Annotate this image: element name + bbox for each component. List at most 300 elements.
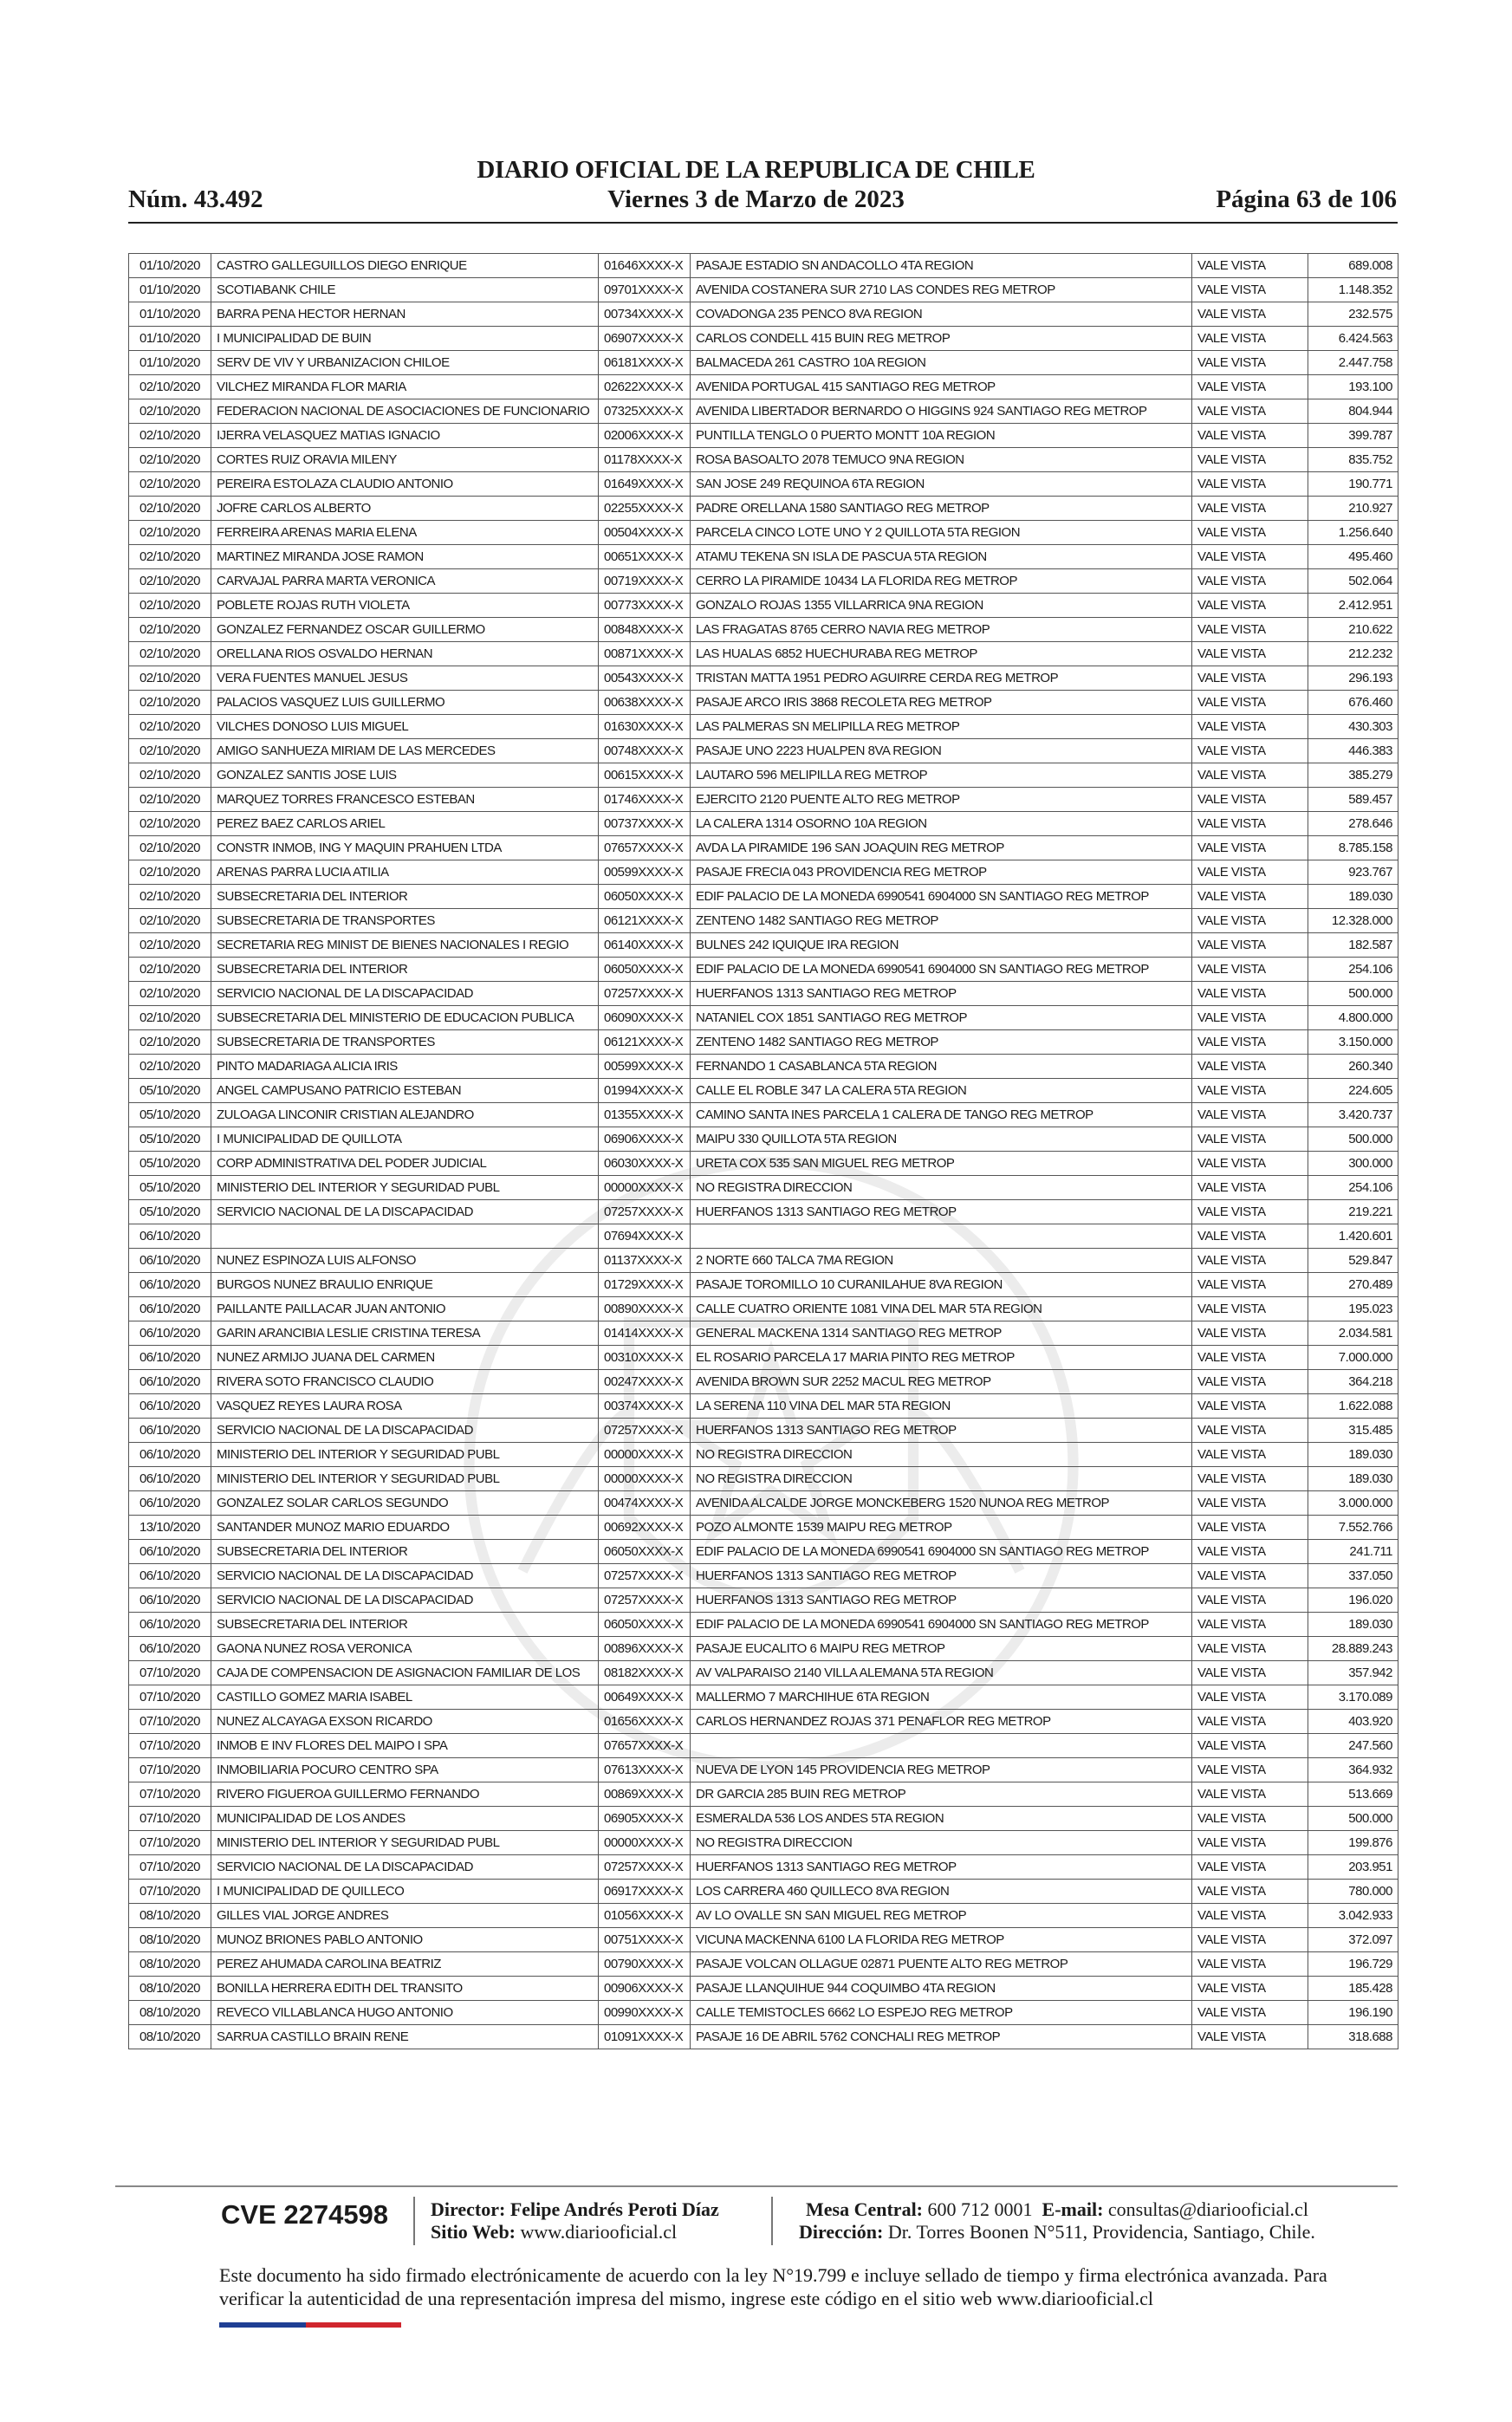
name-cell: BARRA PENA HECTOR HERNAN	[211, 302, 599, 327]
date-cell: 02/10/2020	[129, 1006, 211, 1030]
address-cell: ZENTENO 1482 SANTIAGO REG METROP	[691, 909, 1192, 933]
date-cell: 02/10/2020	[129, 618, 211, 642]
amount-cell: 210.927	[1308, 497, 1398, 521]
address-cell: EDIF PALACIO DE LA MONEDA 6990541 6904000 SN SANTIAGO REG METROP	[691, 1613, 1192, 1637]
rut-cell: 02255XXXX-X	[599, 497, 691, 521]
date-cell: 06/10/2020	[129, 1321, 211, 1346]
date-cell: 06/10/2020	[129, 1540, 211, 1564]
payment-type-cell: VALE VISTA	[1192, 497, 1308, 521]
rut-cell: 00374XXXX-X	[599, 1394, 691, 1419]
table-row	[129, 1540, 1398, 1564]
address-cell: AV LO OVALLE SN SAN MIGUEL REG METROP	[691, 1904, 1192, 1928]
name-cell: SECRETARIA REG MINIST DE BIENES NACIONALES I REGIO	[211, 933, 599, 958]
payment-type-cell: VALE VISTA	[1192, 1370, 1308, 1394]
rut-cell: 00890XXXX-X	[599, 1297, 691, 1321]
address-cell: CALLE EL ROBLE 347 LA CALERA 5TA REGION	[691, 1079, 1192, 1103]
payment-type-cell: VALE VISTA	[1192, 1006, 1308, 1030]
address-line	[799, 2221, 1315, 2243]
amount-cell: 199.876	[1308, 1831, 1398, 1855]
name-cell: VILCHEZ MIRANDA FLOR MARIA	[211, 375, 599, 399]
name-cell: SERVICIO NACIONAL DE LA DISCAPACIDAD	[211, 1588, 599, 1613]
rut-cell: 00638XXXX-X	[599, 691, 691, 715]
table-row	[129, 982, 1398, 1006]
date-cell: 06/10/2020	[129, 1613, 211, 1637]
date-cell: 01/10/2020	[129, 327, 211, 351]
payment-type-cell: VALE VISTA	[1192, 1637, 1308, 1661]
address-cell: LA SERENA 110 VINA DEL MAR 5TA REGION	[691, 1394, 1192, 1419]
rut-cell: 01091XXXX-X	[599, 2025, 691, 2049]
name-cell: MUNOZ BRIONES PABLO ANTONIO	[211, 1928, 599, 1952]
name-cell: ARENAS PARRA LUCIA ATILIA	[211, 860, 599, 885]
name-cell: I MUNICIPALIDAD DE QUILLECO	[211, 1880, 599, 1904]
amount-cell: 2.034.581	[1308, 1321, 1398, 1346]
date-cell: 01/10/2020	[129, 254, 211, 278]
amount-cell: 210.622	[1308, 618, 1398, 642]
amount-cell: 6.424.563	[1308, 327, 1398, 351]
name-cell: I MUNICIPALIDAD DE BUIN	[211, 327, 599, 351]
address-cell: HUERFANOS 1313 SANTIAGO REG METROP	[691, 1588, 1192, 1613]
table-row	[129, 1734, 1398, 1758]
amount-cell: 185.428	[1308, 1977, 1398, 2001]
payment-type-cell: VALE VISTA	[1192, 1055, 1308, 1079]
payment-type-cell: VALE VISTA	[1192, 1127, 1308, 1152]
rut-cell: 00871XXXX-X	[599, 642, 691, 666]
address-cell: TRISTAN MATTA 1951 PEDRO AGUIRRE CERDA REG METROP	[691, 666, 1192, 691]
date-cell: 02/10/2020	[129, 545, 211, 569]
name-cell: SUBSECRETARIA DE TRANSPORTES	[211, 1030, 599, 1055]
address-cell: COVADONGA 235 PENCO 8VA REGION	[691, 302, 1192, 327]
rut-cell: 01137XXXX-X	[599, 1249, 691, 1273]
address-cell: PASAJE VOLCAN OLLAGUE 02871 PUENTE ALTO REG METROP	[691, 1952, 1192, 1977]
name-cell: FEDERACION NACIONAL DE ASOCIACIONES DE FUNCIONARIO	[211, 399, 599, 424]
amount-cell: 195.023	[1308, 1297, 1398, 1321]
table-row	[129, 351, 1398, 375]
rut-cell: 00649XXXX-X	[599, 1685, 691, 1710]
table-row	[129, 1516, 1398, 1540]
amount-cell: 193.100	[1308, 375, 1398, 399]
amount-cell: 212.232	[1308, 642, 1398, 666]
address-cell: PASAJE LLANQUIHUE 944 COQUIMBO 4TA REGION	[691, 1977, 1192, 2001]
name-cell: GILLES VIAL JORGE ANDRES	[211, 1904, 599, 1928]
payment-type-cell: VALE VISTA	[1192, 2001, 1308, 2025]
name-cell: CORP ADMINISTRATIVA DEL PODER JUDICIAL	[211, 1152, 599, 1176]
payment-type-cell: VALE VISTA	[1192, 739, 1308, 763]
address-cell: LAS FRAGATAS 8765 CERRO NAVIA REG METROP	[691, 618, 1192, 642]
date-cell: 06/10/2020	[129, 1419, 211, 1443]
table-row	[129, 1782, 1398, 1807]
rut-cell: 06907XXXX-X	[599, 327, 691, 351]
amount-cell: 835.752	[1308, 448, 1398, 472]
payment-type-cell: VALE VISTA	[1192, 448, 1308, 472]
address-cell: EJERCITO 2120 PUENTE ALTO REG METROP	[691, 788, 1192, 812]
amount-cell: 513.669	[1308, 1782, 1398, 1807]
address-cell: NUEVA DE LYON 145 PROVIDENCIA REG METROP	[691, 1758, 1192, 1782]
table-row	[129, 1127, 1398, 1152]
amount-cell: 529.847	[1308, 1249, 1398, 1273]
amount-cell: 189.030	[1308, 1467, 1398, 1491]
rut-cell: 07257XXXX-X	[599, 982, 691, 1006]
date-cell: 05/10/2020	[129, 1079, 211, 1103]
name-cell: AMIGO SANHUEZA MIRIAM DE LAS MERCEDES	[211, 739, 599, 763]
amount-cell: 500.000	[1308, 1807, 1398, 1831]
name-cell: PEREZ AHUMADA CAROLINA BEATRIZ	[211, 1952, 599, 1977]
table-row	[129, 1055, 1398, 1079]
address-cell: MALLERMO 7 MARCHIHUE 6TA REGION	[691, 1685, 1192, 1710]
date-cell: 02/10/2020	[129, 836, 211, 860]
rut-cell: 06905XXXX-X	[599, 1807, 691, 1831]
address-cell: HUERFANOS 1313 SANTIAGO REG METROP	[691, 1419, 1192, 1443]
table-row	[129, 1224, 1398, 1249]
table-row	[129, 812, 1398, 836]
table-row	[129, 545, 1398, 569]
amount-cell: 241.711	[1308, 1540, 1398, 1564]
rut-cell: 00848XXXX-X	[599, 618, 691, 642]
table-row	[129, 1952, 1398, 1977]
payment-type-cell: VALE VISTA	[1192, 1516, 1308, 1540]
address-cell: PADRE ORELLANA 1580 SANTIAGO REG METROP	[691, 497, 1192, 521]
cve-code: CVE 2274598	[221, 2199, 389, 2230]
website-label: Sitio Web:	[431, 2221, 516, 2243]
address-cell: BALMACEDA 261 CASTRO 10A REGION	[691, 351, 1192, 375]
date-cell: 08/10/2020	[129, 2001, 211, 2025]
rut-cell: 00719XXXX-X	[599, 569, 691, 594]
rut-cell: 00896XXXX-X	[599, 1637, 691, 1661]
amount-cell: 399.787	[1308, 424, 1398, 448]
payment-type-cell: VALE VISTA	[1192, 933, 1308, 958]
table-row	[129, 424, 1398, 448]
address-cell: POZO ALMONTE 1539 MAIPU REG METROP	[691, 1516, 1192, 1540]
mesa-phone: 600 712 0001	[927, 2198, 1033, 2220]
payment-type-cell: VALE VISTA	[1192, 1564, 1308, 1588]
payment-type-cell: VALE VISTA	[1192, 642, 1308, 666]
date-cell: 07/10/2020	[129, 1661, 211, 1685]
amount-cell: 337.050	[1308, 1564, 1398, 1588]
table-row	[129, 1831, 1398, 1855]
rut-cell: 06050XXXX-X	[599, 885, 691, 909]
rut-cell: 07657XXXX-X	[599, 836, 691, 860]
address-cell	[691, 1224, 1192, 1249]
rut-cell: 08182XXXX-X	[599, 1661, 691, 1685]
date-cell: 02/10/2020	[129, 666, 211, 691]
date-cell: 06/10/2020	[129, 1394, 211, 1419]
date-cell: 07/10/2020	[129, 1831, 211, 1855]
table-row	[129, 1273, 1398, 1297]
date-cell: 01/10/2020	[129, 302, 211, 327]
address-cell: ZENTENO 1482 SANTIAGO REG METROP	[691, 1030, 1192, 1055]
amount-cell: 3.170.089	[1308, 1685, 1398, 1710]
address-cell: NATANIEL COX 1851 SANTIAGO REG METROP	[691, 1006, 1192, 1030]
date-cell: 02/10/2020	[129, 788, 211, 812]
name-cell: MARTINEZ MIRANDA JOSE RAMON	[211, 545, 599, 569]
date-cell: 08/10/2020	[129, 1952, 211, 1977]
rut-cell: 00615XXXX-X	[599, 763, 691, 788]
date-cell: 06/10/2020	[129, 1370, 211, 1394]
address-value: Dr. Torres Boonen N°511, Providencia, Santiago, Chile.	[887, 2221, 1315, 2243]
payment-type-cell: VALE VISTA	[1192, 1831, 1308, 1855]
payment-type-cell: VALE VISTA	[1192, 1588, 1308, 1613]
name-cell: MUNICIPALIDAD DE LOS ANDES	[211, 1807, 599, 1831]
table-row	[129, 1588, 1398, 1613]
address-cell: MAIPU 330 QUILLOTA 5TA REGION	[691, 1127, 1192, 1152]
date-cell: 07/10/2020	[129, 1758, 211, 1782]
date-cell: 06/10/2020	[129, 1249, 211, 1273]
payment-type-cell: VALE VISTA	[1192, 958, 1308, 982]
publication-title: DIARIO OFICIAL DE LA REPUBLICA DE CHILE	[477, 156, 1035, 184]
rut-cell: 01649XXXX-X	[599, 472, 691, 497]
name-cell: POBLETE ROJAS RUTH VIOLETA	[211, 594, 599, 618]
table-row	[129, 836, 1398, 860]
payment-type-cell: VALE VISTA	[1192, 691, 1308, 715]
name-cell: I MUNICIPALIDAD DE QUILLOTA	[211, 1127, 599, 1152]
address-cell: PASAJE EUCALITO 6 MAIPU REG METROP	[691, 1637, 1192, 1661]
website-link[interactable]: www.diariooficial.cl	[520, 2221, 678, 2243]
email-link[interactable]: consultas@diariooficial.cl	[1107, 2198, 1308, 2220]
payment-type-cell: VALE VISTA	[1192, 1734, 1308, 1758]
payment-type-cell: VALE VISTA	[1192, 1467, 1308, 1491]
rut-cell: 01646XXXX-X	[599, 254, 691, 278]
amount-cell: 923.767	[1308, 860, 1398, 885]
table-row	[129, 2001, 1398, 2025]
payment-type-cell: VALE VISTA	[1192, 375, 1308, 399]
date-cell: 13/10/2020	[129, 1516, 211, 1540]
date-cell: 02/10/2020	[129, 497, 211, 521]
table-row	[129, 1346, 1398, 1370]
rut-cell: 00474XXXX-X	[599, 1491, 691, 1516]
address-cell	[691, 1734, 1192, 1758]
amount-cell: 254.106	[1308, 1176, 1398, 1200]
rut-cell: 00599XXXX-X	[599, 1055, 691, 1079]
footer-separator	[771, 2197, 773, 2245]
date-cell: 07/10/2020	[129, 1710, 211, 1734]
table-row	[129, 472, 1398, 497]
table-row	[129, 715, 1398, 739]
amount-cell: 270.489	[1308, 1273, 1398, 1297]
amount-cell: 589.457	[1308, 788, 1398, 812]
table-row	[129, 375, 1398, 399]
address-cell: NO REGISTRA DIRECCION	[691, 1443, 1192, 1467]
address-cell: CARLOS CONDELL 415 BUIN REG METROP	[691, 327, 1192, 351]
table-row	[129, 1467, 1398, 1491]
address-cell: 2 NORTE 660 TALCA 7MA REGION	[691, 1249, 1192, 1273]
name-cell: SERVICIO NACIONAL DE LA DISCAPACIDAD	[211, 1855, 599, 1880]
amount-cell: 4.800.000	[1308, 1006, 1398, 1030]
name-cell: GARIN ARANCIBIA LESLIE CRISTINA TERESA	[211, 1321, 599, 1346]
rut-cell: 00734XXXX-X	[599, 302, 691, 327]
rut-cell: 01178XXXX-X	[599, 448, 691, 472]
payment-type-cell: VALE VISTA	[1192, 1176, 1308, 1200]
amount-cell: 1.148.352	[1308, 278, 1398, 302]
mesa-label: Mesa Central:	[806, 2198, 924, 2220]
address-cell: VICUNA MACKENNA 6100 LA FLORIDA REG METROP	[691, 1928, 1192, 1952]
date-cell: 02/10/2020	[129, 569, 211, 594]
address-cell: LAS HUALAS 6852 HUECHURABA REG METROP	[691, 642, 1192, 666]
name-cell: BURGOS NUNEZ BRAULIO ENRIQUE	[211, 1273, 599, 1297]
rut-cell: 00310XXXX-X	[599, 1346, 691, 1370]
rut-cell: 06906XXXX-X	[599, 1127, 691, 1152]
payment-type-cell: VALE VISTA	[1192, 666, 1308, 691]
date-cell: 06/10/2020	[129, 1346, 211, 1370]
table-row	[129, 521, 1398, 545]
footer-separator	[413, 2197, 415, 2245]
address-cell: LA CALERA 1314 OSORNO 10A REGION	[691, 812, 1192, 836]
table-row	[129, 1443, 1398, 1467]
address-cell: HUERFANOS 1313 SANTIAGO REG METROP	[691, 1855, 1192, 1880]
name-cell: INMOBILIARIA POCURO CENTRO SPA	[211, 1758, 599, 1782]
table-row	[129, 691, 1398, 715]
amount-cell: 385.279	[1308, 763, 1398, 788]
payment-type-cell: VALE VISTA	[1192, 982, 1308, 1006]
payment-type-cell: VALE VISTA	[1192, 521, 1308, 545]
name-cell: INMOB E INV FLORES DEL MAIPO I SPA	[211, 1734, 599, 1758]
date-cell: 02/10/2020	[129, 715, 211, 739]
name-cell: SERVICIO NACIONAL DE LA DISCAPACIDAD	[211, 1419, 599, 1443]
rut-cell: 07257XXXX-X	[599, 1588, 691, 1613]
table-row	[129, 569, 1398, 594]
rut-cell: 01729XXXX-X	[599, 1273, 691, 1297]
amount-cell: 224.605	[1308, 1079, 1398, 1103]
name-cell: VILCHES DONOSO LUIS MIGUEL	[211, 715, 599, 739]
rut-cell: 07257XXXX-X	[599, 1200, 691, 1224]
amount-cell: 232.575	[1308, 302, 1398, 327]
payment-type-cell: VALE VISTA	[1192, 2025, 1308, 2049]
rut-cell: 00504XXXX-X	[599, 521, 691, 545]
date-cell: 02/10/2020	[129, 472, 211, 497]
name-cell: MINISTERIO DEL INTERIOR Y SEGURIDAD PUBL	[211, 1443, 599, 1467]
amount-cell: 219.221	[1308, 1200, 1398, 1224]
name-cell: NUNEZ ALCAYAGA EXSON RICARDO	[211, 1710, 599, 1734]
address-cell: ESMERALDA 536 LOS ANDES 5TA REGION	[691, 1807, 1192, 1831]
payment-type-cell: VALE VISTA	[1192, 812, 1308, 836]
payment-type-cell: VALE VISTA	[1192, 1758, 1308, 1782]
amount-cell: 318.688	[1308, 2025, 1398, 2049]
rut-cell: 07257XXXX-X	[599, 1855, 691, 1880]
amount-cell: 357.942	[1308, 1661, 1398, 1685]
date-cell: 02/10/2020	[129, 594, 211, 618]
date-cell: 02/10/2020	[129, 860, 211, 885]
name-cell: GAONA NUNEZ ROSA VERONICA	[211, 1637, 599, 1661]
amount-cell: 254.106	[1308, 958, 1398, 982]
rut-cell: 01630XXXX-X	[599, 715, 691, 739]
records-table	[128, 253, 1398, 2049]
date-cell: 07/10/2020	[129, 1855, 211, 1880]
rut-cell: 06090XXXX-X	[599, 1006, 691, 1030]
name-cell: SERV DE VIV Y URBANIZACION CHILOE	[211, 351, 599, 375]
date-cell: 06/10/2020	[129, 1224, 211, 1249]
amount-cell: 7.552.766	[1308, 1516, 1398, 1540]
payment-type-cell: VALE VISTA	[1192, 327, 1308, 351]
table-row	[129, 1419, 1398, 1443]
name-cell: NUNEZ ARMIJO JUANA DEL CARMEN	[211, 1346, 599, 1370]
payment-type-cell: VALE VISTA	[1192, 1321, 1308, 1346]
amount-cell: 203.951	[1308, 1855, 1398, 1880]
table-row	[129, 642, 1398, 666]
amount-cell: 315.485	[1308, 1419, 1398, 1443]
address-cell: CAMINO SANTA INES PARCELA 1 CALERA DE TANGO REG METROP	[691, 1103, 1192, 1127]
table-row	[129, 254, 1398, 278]
date-cell: 02/10/2020	[129, 933, 211, 958]
date-cell: 02/10/2020	[129, 982, 211, 1006]
address-cell: LAUTARO 596 MELIPILLA REG METROP	[691, 763, 1192, 788]
date-cell: 05/10/2020	[129, 1176, 211, 1200]
payment-type-cell: VALE VISTA	[1192, 424, 1308, 448]
table-row	[129, 1904, 1398, 1928]
name-cell: SCOTIABANK CHILE	[211, 278, 599, 302]
date-cell: 07/10/2020	[129, 1734, 211, 1758]
table-row	[129, 1807, 1398, 1831]
address-cell: PASAJE UNO 2223 HUALPEN 8VA REGION	[691, 739, 1192, 763]
address-cell: AV VALPARAISO 2140 VILLA ALEMANA 5TA REGION	[691, 1661, 1192, 1685]
address-cell: HUERFANOS 1313 SANTIAGO REG METROP	[691, 1200, 1192, 1224]
rut-cell: 06050XXXX-X	[599, 958, 691, 982]
rut-cell: 09701XXXX-X	[599, 278, 691, 302]
name-cell: VASQUEZ REYES LAURA ROSA	[211, 1394, 599, 1419]
table-row	[129, 1394, 1398, 1419]
amount-cell: 189.030	[1308, 1443, 1398, 1467]
amount-cell: 1.256.640	[1308, 521, 1398, 545]
amount-cell: 676.460	[1308, 691, 1398, 715]
rut-cell: 07257XXXX-X	[599, 1564, 691, 1588]
address-cell: ATAMU TEKENA SN ISLA DE PASCUA 5TA REGION	[691, 545, 1192, 569]
address-cell: NO REGISTRA DIRECCION	[691, 1831, 1192, 1855]
rut-cell: 07325XXXX-X	[599, 399, 691, 424]
amount-cell: 403.920	[1308, 1710, 1398, 1734]
payment-type-cell: VALE VISTA	[1192, 351, 1308, 375]
table-row	[129, 1710, 1398, 1734]
rut-cell: 00869XXXX-X	[599, 1782, 691, 1807]
date-cell: 06/10/2020	[129, 1297, 211, 1321]
table-row	[129, 1661, 1398, 1685]
table-row	[129, 399, 1398, 424]
rut-cell: 06121XXXX-X	[599, 909, 691, 933]
rut-cell: 00599XXXX-X	[599, 860, 691, 885]
issue-date: Viernes 3 de Marzo de 2023	[607, 185, 905, 213]
rut-cell: 00692XXXX-X	[599, 1516, 691, 1540]
rut-cell: 00000XXXX-X	[599, 1443, 691, 1467]
address-cell: URETA COX 535 SAN MIGUEL REG METROP	[691, 1152, 1192, 1176]
address-cell: LOS CARRERA 460 QUILLECO 8VA REGION	[691, 1880, 1192, 1904]
table-row	[129, 1200, 1398, 1224]
table-row	[129, 1637, 1398, 1661]
table-row	[129, 1079, 1398, 1103]
payment-type-cell: VALE VISTA	[1192, 1952, 1308, 1977]
name-cell: PALACIOS VASQUEZ LUIS GUILLERMO	[211, 691, 599, 715]
amount-cell: 502.064	[1308, 569, 1398, 594]
payment-type-cell: VALE VISTA	[1192, 1249, 1308, 1273]
table-row	[129, 497, 1398, 521]
rut-cell: 00651XXXX-X	[599, 545, 691, 569]
address-cell: NO REGISTRA DIRECCION	[691, 1176, 1192, 1200]
amount-cell: 296.193	[1308, 666, 1398, 691]
date-cell: 06/10/2020	[129, 1588, 211, 1613]
address-cell: PASAJE TOROMILLO 10 CURANILAHUE 8VA REGION	[691, 1273, 1192, 1297]
website-line	[431, 2221, 677, 2243]
name-cell: ANGEL CAMPUSANO PATRICIO ESTEBAN	[211, 1079, 599, 1103]
flag-stripe-blue	[219, 2322, 306, 2328]
payment-type-cell: VALE VISTA	[1192, 1491, 1308, 1516]
name-cell: CASTILLO GOMEZ MARIA ISABEL	[211, 1685, 599, 1710]
name-cell: PEREZ BAEZ CARLOS ARIEL	[211, 812, 599, 836]
address-cell: EDIF PALACIO DE LA MONEDA 6990541 6904000 SN SANTIAGO REG METROP	[691, 958, 1192, 982]
name-cell: GONZALEZ SOLAR CARLOS SEGUNDO	[211, 1491, 599, 1516]
address-cell: HUERFANOS 1313 SANTIAGO REG METROP	[691, 982, 1192, 1006]
records-table-container	[128, 253, 1398, 2049]
name-cell: VERA FUENTES MANUEL JESUS	[211, 666, 599, 691]
payment-type-cell: VALE VISTA	[1192, 1880, 1308, 1904]
name-cell: IJERRA VELASQUEZ MATIAS IGNACIO	[211, 424, 599, 448]
address-cell: AVENIDA COSTANERA SUR 2710 LAS CONDES REG METROP	[691, 278, 1192, 302]
date-cell: 06/10/2020	[129, 1273, 211, 1297]
payment-type-cell: VALE VISTA	[1192, 1224, 1308, 1249]
